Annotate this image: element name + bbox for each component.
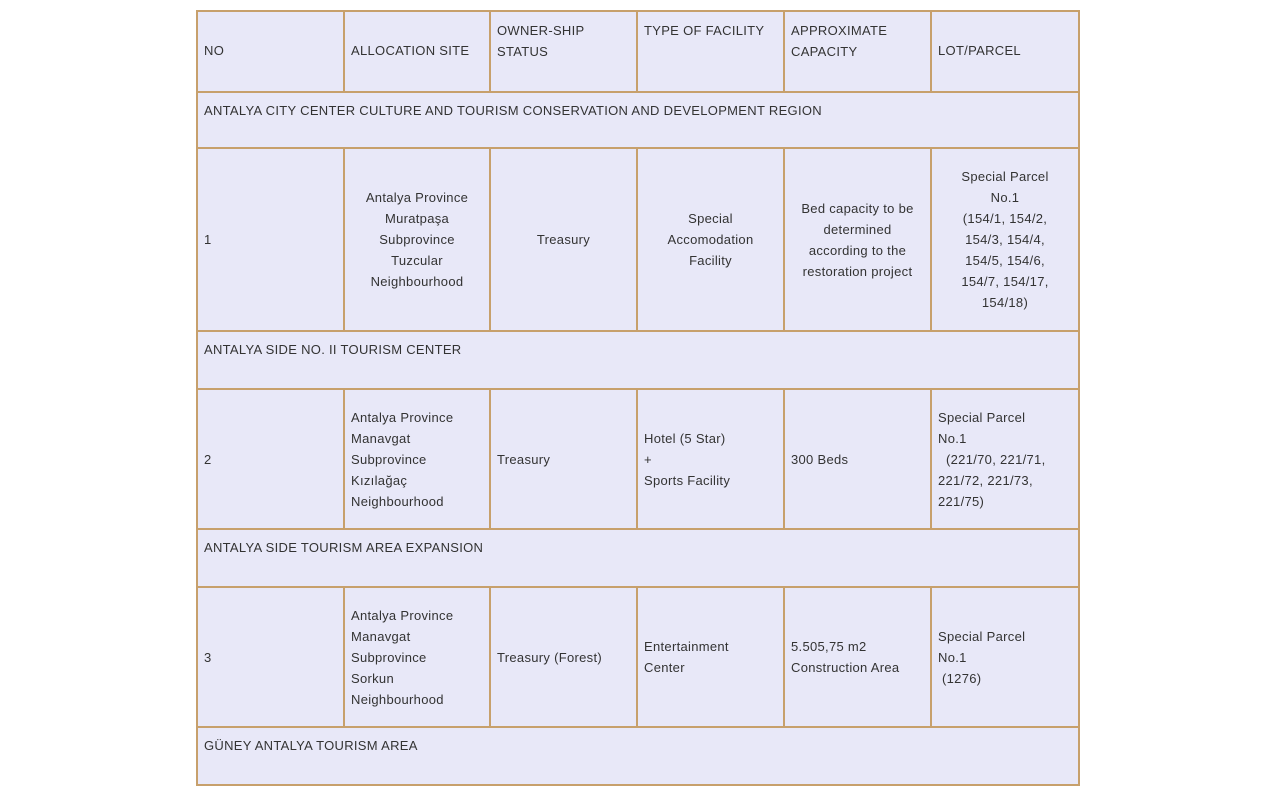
header-row xyxy=(197,11,1079,92)
cell-lot-parcel: Special Parcel No.1 (154/1, 154/2, 154/3, 154/4, 154/5, 154/6, 154/7, 154/17, 154/18) xyxy=(931,148,1079,331)
cell-facility-type: Hotel (5 Star) + Sports Facility xyxy=(637,389,784,529)
cell-no: 3 xyxy=(197,587,344,727)
cell-allocation-site: Antalya Province Manavgat Subprovince Sorkun Neighbourhood xyxy=(344,587,490,727)
cell-ownership: Treasury (Forest) xyxy=(490,587,637,727)
cell-ownership: Treasury xyxy=(490,389,637,529)
cell-lot-parcel: Special Parcel No.1 (1276) xyxy=(931,587,1079,727)
table-row xyxy=(197,587,1079,727)
cell-lot-parcel: Special Parcel No.1 (221/70, 221/71, 221/72, 221/73, 221/75) xyxy=(931,389,1079,529)
allocation-table xyxy=(196,10,1080,786)
cell-allocation-site: Antalya Province Manavgat Subprovince Kızılağaç Neighbourhood xyxy=(344,389,490,529)
region-row xyxy=(197,727,1079,785)
region-title: ANTALYA CITY CENTER CULTURE AND TOURISM CONSERVATION AND DEVELOPMENT REGION xyxy=(197,92,1079,148)
region-title: ANTALYA SIDE TOURISM AREA EXPANSION xyxy=(197,529,1079,587)
region-title: GÜNEY ANTALYA TOURISM AREA xyxy=(197,727,1079,785)
header-allocation-site: ALLOCATION SITE xyxy=(344,11,490,92)
allocation-table-container xyxy=(196,10,1078,786)
cell-no: 1 xyxy=(197,148,344,331)
region-title: ANTALYA SIDE NO. II TOURISM CENTER xyxy=(197,331,1079,389)
table-row xyxy=(197,148,1079,331)
cell-capacity: 300 Beds xyxy=(784,389,931,529)
region-row xyxy=(197,92,1079,148)
cell-ownership: Treasury xyxy=(490,148,637,331)
header-no: NO xyxy=(197,11,344,92)
cell-capacity: Bed capacity to be determined according to the restoration project xyxy=(784,148,931,331)
cell-capacity: 5.505,75 m2 Construction Area xyxy=(784,587,931,727)
region-row xyxy=(197,331,1079,389)
table-row xyxy=(197,389,1079,529)
header-lot-parcel: LOT/PARCEL xyxy=(931,11,1079,92)
cell-no: 2 xyxy=(197,389,344,529)
header-approximate-capacity: APPROXIMATE CAPACITY xyxy=(784,11,931,92)
header-ownership-status: OWNER-SHIP STATUS xyxy=(490,11,637,92)
region-row xyxy=(197,529,1079,587)
cell-facility-type: Entertainment Center xyxy=(637,587,784,727)
cell-allocation-site: Antalya Province Muratpaşa Subprovince Tuzcular Neighbourhood xyxy=(344,148,490,331)
header-type-of-facility: TYPE OF FACILITY xyxy=(637,11,784,92)
cell-facility-type: Special Accomodation Facility xyxy=(637,148,784,331)
